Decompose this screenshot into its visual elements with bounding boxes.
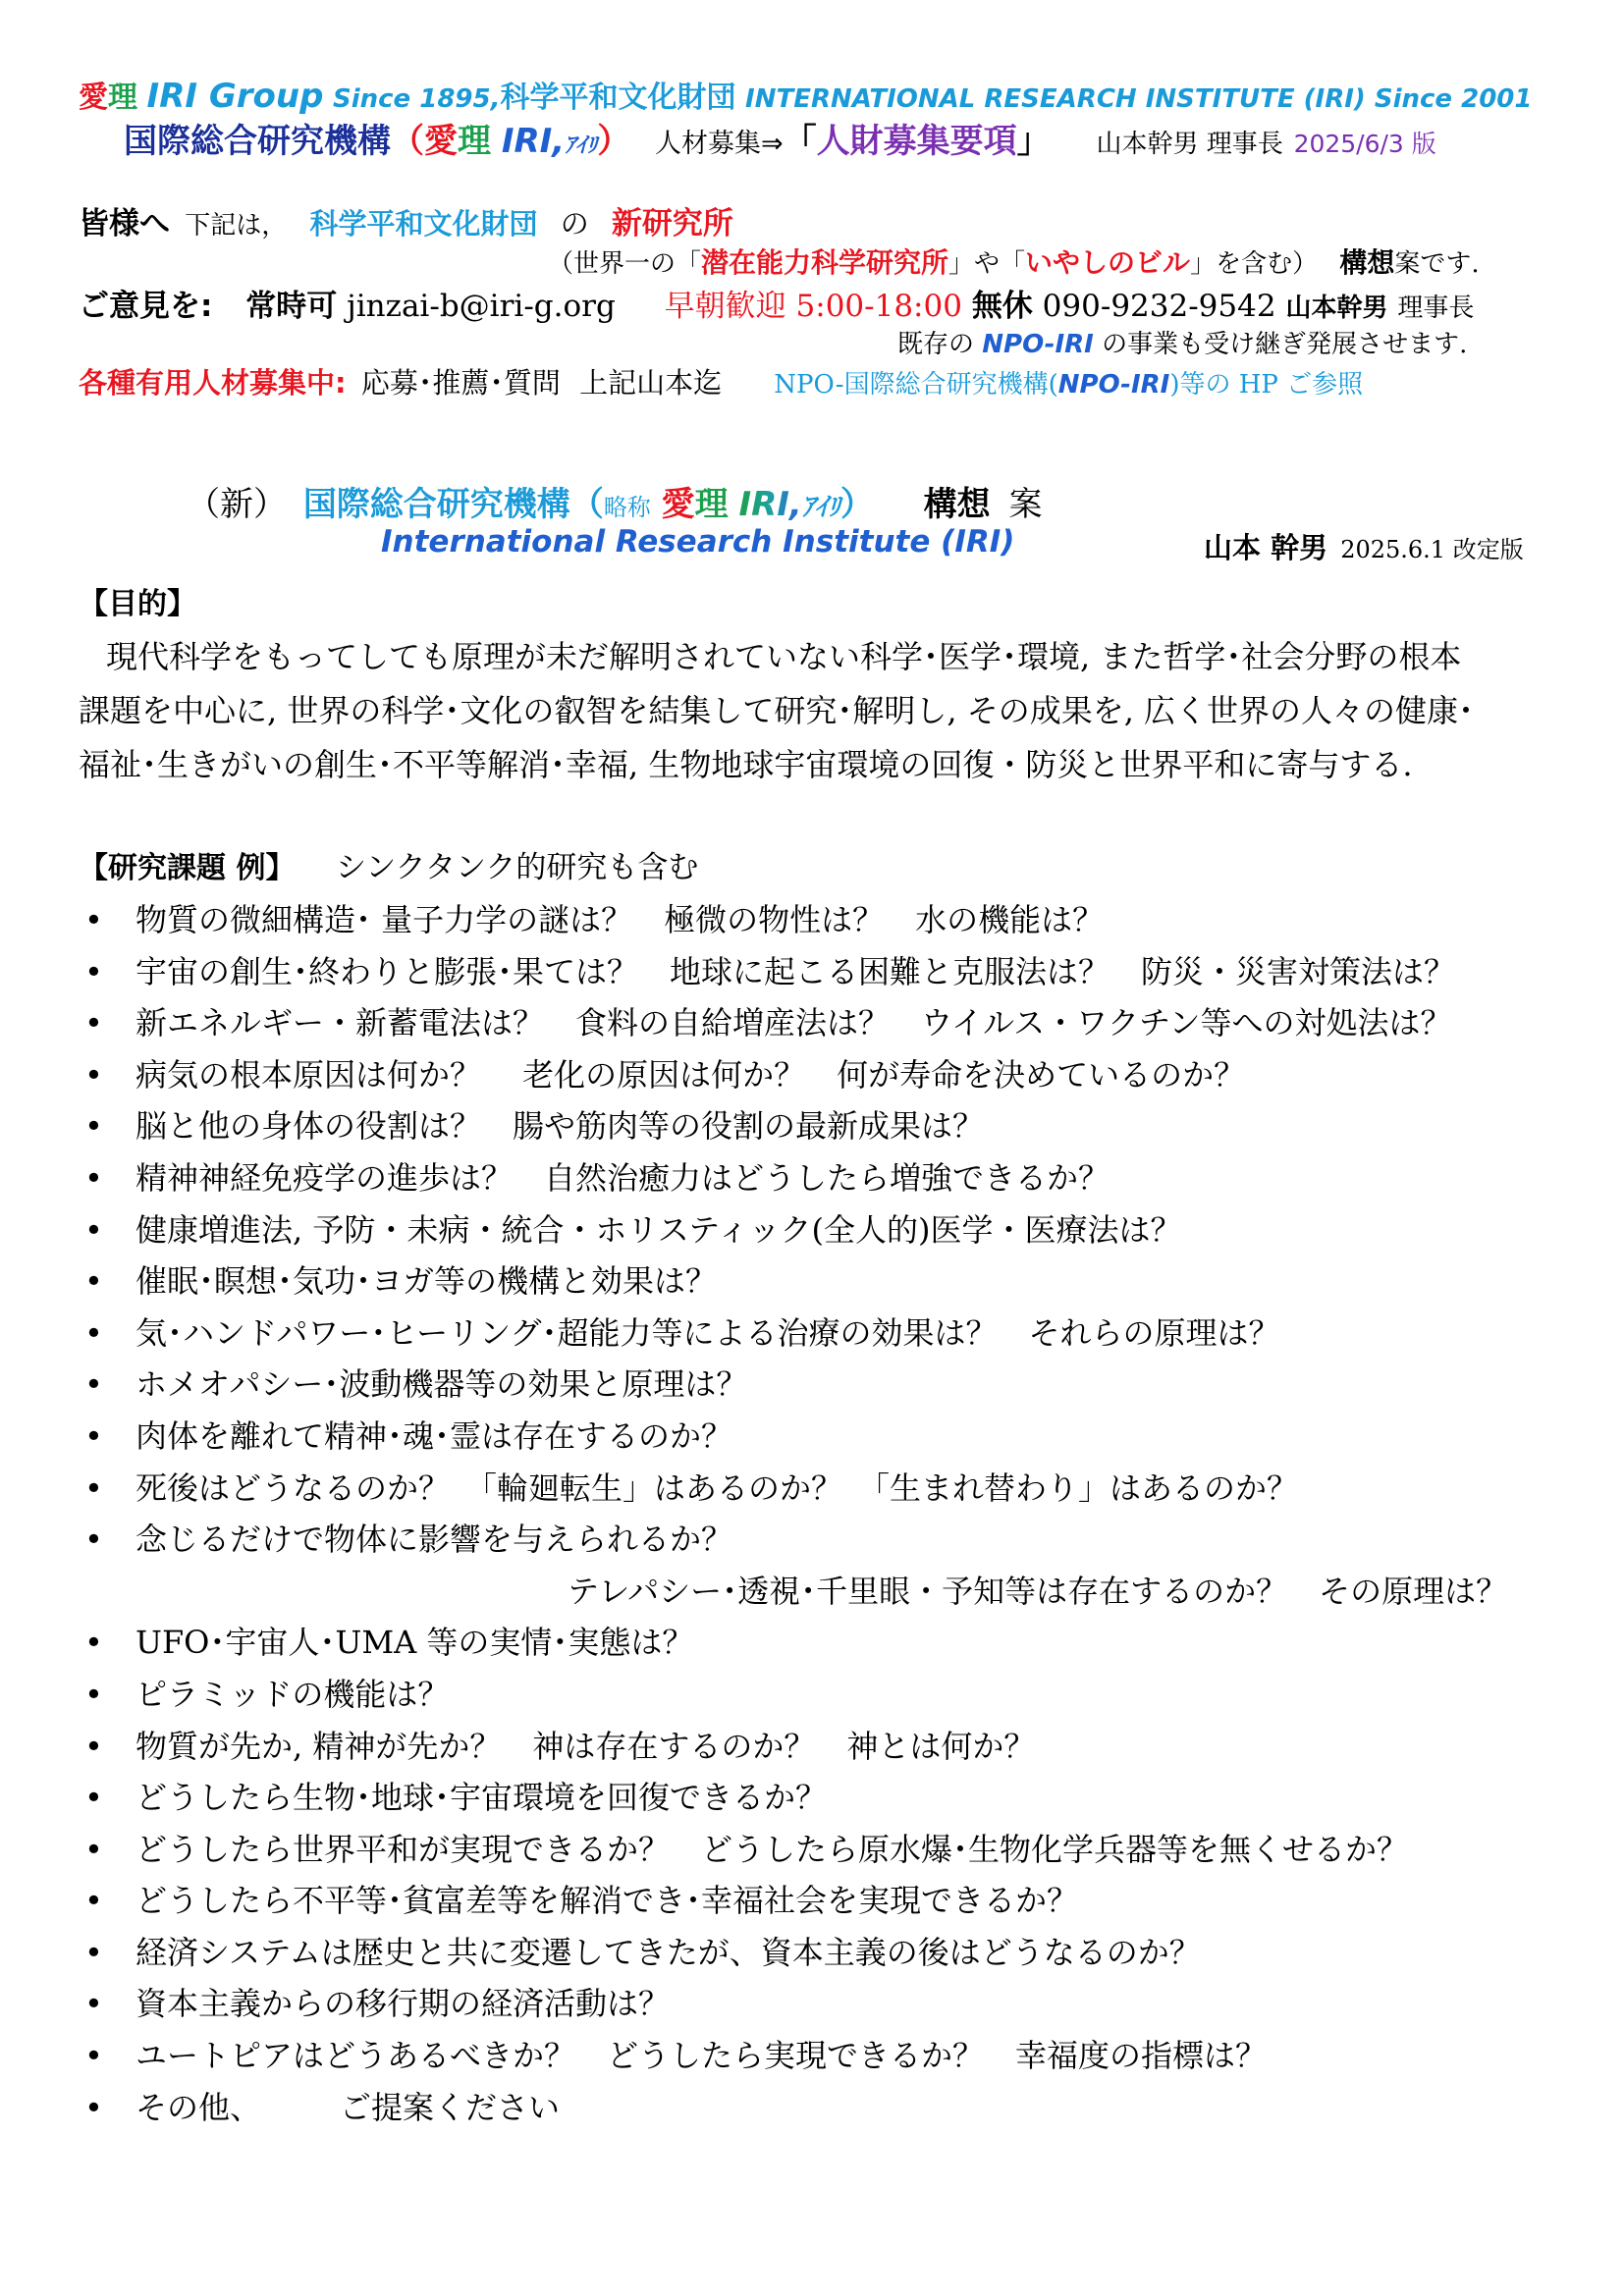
plan-author-line	[1204, 526, 1524, 566]
list-item: • どうしたら不平等･貧富差等を解消でき･幸福社会を実現できるか？	[84, 1882, 1079, 1920]
notice-line-3: ご意見を: 常時可 jinzai-b@iri-g.org 早朝歓迎 5:00-18:00 無休 090-9232-9542 山本幹男 理事長	[79, 289, 1475, 324]
dear-all: 皆様へ	[79, 206, 170, 241]
list-item: • 病気の根本原因は何か？ 老化の原因は何か？ 何が寿命を決めているのか？	[84, 1055, 1246, 1094]
npo-iri: NPO-IRI	[982, 330, 1094, 359]
recruit-label: 人材募集⇒	[655, 129, 784, 159]
plan-title: （新） 国際総合研究機構（略称 愛理 IRI,ｱｲﾘ） 構想 案	[187, 485, 1043, 524]
chairman: 山本幹男 理事長	[1096, 130, 1283, 159]
new-institute: 新研究所	[611, 206, 733, 241]
list-item: • 物質が先か, 精神が先か？ 神は存在するのか？ 神とは何か？	[84, 1727, 1036, 1765]
purpose-heading: 【目的】	[79, 587, 196, 621]
opinion-label: ご意見を:	[79, 289, 213, 324]
potential-institute: 潜在能力科学研究所	[701, 246, 949, 279]
contact-email[interactable]: jinzai-b@iri-g.org	[347, 289, 616, 324]
version: 2025/6/3 版	[1293, 130, 1436, 158]
list-item: • ピラミッドの機能は？	[84, 1675, 450, 1713]
notice-line-2: （世界一の「潜在能力科学研究所」や「いやしのビル」を含む） 構想案です.	[548, 246, 1480, 279]
list-item: • 催眠･瞑想･気功･ヨガ等の機構と効果は？	[84, 1262, 718, 1301]
iyashi-building: いやしのビル	[1025, 246, 1191, 279]
list-item: • 肉体を離れて精神･魂･霊は存在するのか？	[84, 1416, 733, 1455]
npo-reference[interactable]: NPO-国際総合研究機構(NPO-IRI)等の HP ご参照	[774, 370, 1364, 400]
header-line-1	[79, 73, 1532, 116]
list-item: • 脳と他の身体の役割は？ 腸や筋肉等の役割の最新成果は？	[84, 1107, 985, 1146]
org-name: 国際総合研究機構	[124, 122, 391, 161]
plan-revision: 2025.6.1 改定版	[1340, 536, 1524, 563]
contact-phone[interactable]: 090-9232-9542	[1042, 289, 1276, 324]
header-line-2: 国際総合研究機構（愛理 IRI,ｱｲﾘ） 人材募集⇒「人財募集要項」 山本幹男 理事長 2025/6/3 版	[124, 122, 1436, 161]
list-item: • 宇宙の創生･終わりと膨張･果ては？ 地球に起こる困難と克服法は？ 防災・災害対策法は？	[84, 952, 1456, 990]
logo-ai-2: 愛	[424, 122, 458, 161]
notice-foundation: 科学平和文化財団	[309, 207, 538, 240]
intl-name: INTERNATIONAL RESEARCH INSTITUTE (IRI) Since 2001	[745, 84, 1533, 114]
list-item: • 物質の微細構造･ 量子力学の謎は？ 極微の物性は？ 水の機能は？	[84, 901, 1105, 938]
research-subheading: シンクタンク的研究も含む	[336, 850, 699, 885]
plan-kousou: 構想	[923, 485, 991, 524]
plan-org-name: 国際総合研究機構	[302, 485, 570, 524]
notice-line-4: 既存の NPO-IRI の事業も受け継ぎ発展させます.	[897, 330, 1468, 359]
list-item: • 経済システムは歴史と共に変遷してきたが、資本主義の後はどうなるのか？	[84, 1933, 1201, 1971]
list-item: • 気･ハンドパワー･ヒーリング･超能力等による治療の効果は？ それらの原理は？	[84, 1313, 1280, 1352]
list-item: • どうしたら生物･地球･宇宙環境を回復できるか？	[84, 1779, 828, 1817]
purpose-line-2: 課題を中心に, 世界の科学･文化の叡智を結集して研究･解明し, その成果を, 広く世界の人々の健康･	[79, 692, 1475, 729]
list-item: • ホメオパシー･波動機器等の効果と原理は？	[84, 1365, 748, 1404]
list-item-continuation: テレパシー･透視･千里眼・予知等は存在するのか？ その原理は？	[568, 1572, 1508, 1610]
iri-short: IRI,	[501, 122, 566, 161]
list-item: • 死後はどうなるのか？ 「輪廻転生」はあるのか？ 「生まれ替わり」はあるのか？	[84, 1468, 1299, 1507]
list-item: • 健康増進法, 予防・未病・統合・ホリスティック(全人的)医学・医療法は？	[84, 1210, 1182, 1249]
list-item: • 資本主義からの移行期の経済活動は？	[84, 1985, 671, 2023]
list-item: • どうしたら世界平和が実現できるか？ どうしたら原水爆･生物化学兵器等を無くせるか？	[84, 1830, 1409, 1868]
purpose-line-3: 福祉･生きがいの創生･不平等解消･幸福, 生物地球宇宙環境の回復・防災と世界平和に寄与する.	[79, 746, 1413, 783]
research-heading: 【研究課題 例】	[79, 851, 296, 885]
research-heading-line	[79, 842, 698, 886]
notice-line-1: 皆様へ 下記は， 科学平和文化財団 の 新研究所	[79, 206, 733, 241]
plan-logo-ai: 愛	[661, 485, 695, 524]
list-item: • ユートピアはどうあるべきか？ どうしたら実現できるか？ 幸福度の指標は？	[84, 2037, 1268, 2075]
since-1895: Since 1895,	[333, 84, 501, 114]
list-item: • 精神神経免疫学の進歩は？ 自然治癒力はどうしたら増強できるか？	[84, 1158, 1110, 1197]
plan-iri: IRI,	[738, 485, 802, 524]
list-item: • 念じるだけで物体に影響を与えられるか？	[84, 1521, 733, 1559]
list-item: • UFO･宇宙人･UMA 等の実情･実態は？	[84, 1624, 694, 1662]
foundation-name: 科学平和文化財団	[500, 80, 736, 115]
notice-line-5: 各種有用人材募集中: 応募･推薦･質問 上記山本迄 NPO-国際総合研究機構(NPO-IRI)等の HP ご参照	[79, 366, 1364, 400]
list-item: • 新エネルギー・新蓄電法は？ 食料の自給増産法は？ ウイルス・ワクチン等への対処法は？	[84, 1004, 1452, 1042]
plan-logo-ri: 理	[694, 485, 729, 524]
logo-ri: 理	[108, 80, 137, 115]
logo-ri-2: 理	[458, 122, 491, 161]
purpose-line-1: 現代科学をもってしても原理が未だ解明されていない科学･医学･環境, また哲学･社会分野の根本	[106, 638, 1462, 675]
research-topic-list	[84, 894, 1577, 2133]
iri-group: IRI Group	[146, 77, 324, 116]
recruiting-label: 各種有用人材募集中:	[79, 366, 347, 400]
list-item: • その他、 ご提案ください	[84, 2088, 561, 2126]
plan-author: 山本 幹男	[1204, 531, 1328, 564]
logo-ai: 愛	[79, 80, 108, 115]
plan-english-name: International Research Institute (IRI)	[381, 524, 1015, 560]
early-welcome: 早朝歓迎 5:00-18:00	[664, 289, 962, 324]
recruit-title: 人財募集要項	[816, 122, 1017, 161]
